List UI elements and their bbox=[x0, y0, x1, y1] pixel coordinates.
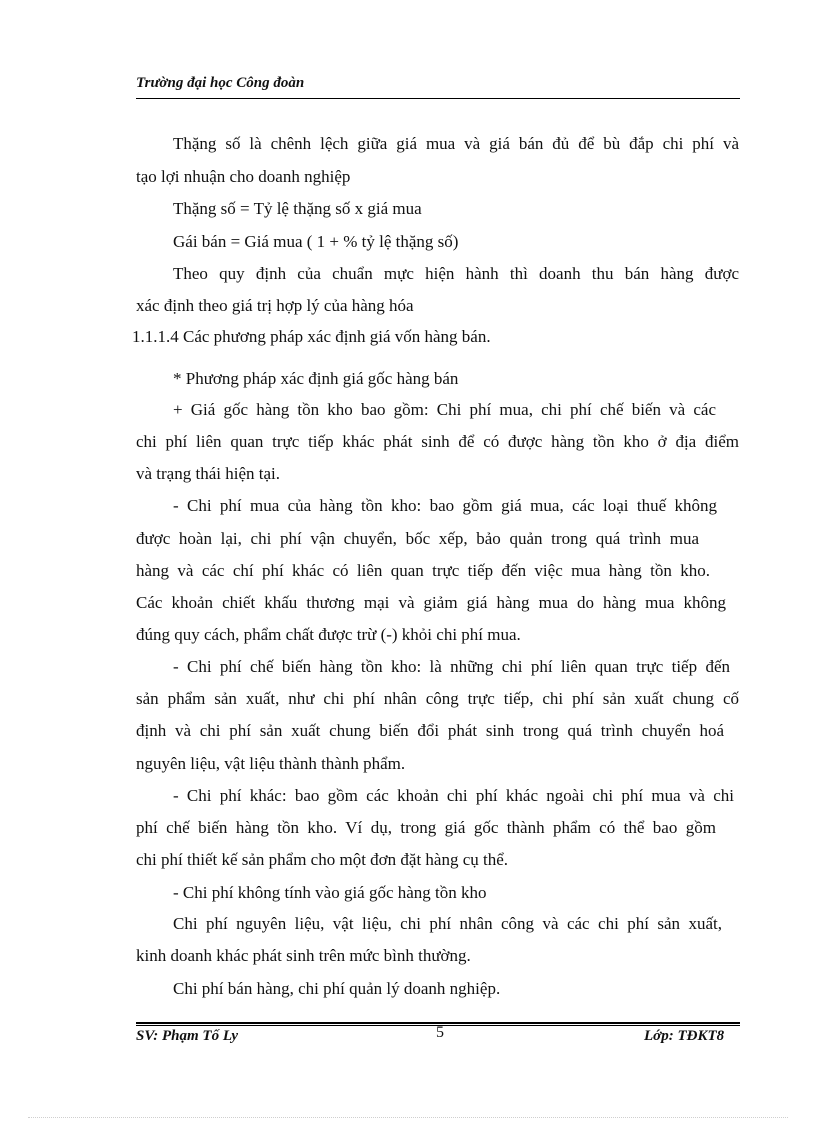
text-line: - Chi phí mua của hàng tồn kho: bao gồm giá mua, các loại thuế không bbox=[173, 496, 717, 515]
page-bottom-edge bbox=[28, 1117, 788, 1118]
text-line: hàng và các chí phí khác có liên quan trực tiếp đến việc mua hàng tồn kho. bbox=[136, 561, 710, 580]
text-line: * Phương pháp xác định giá gốc hàng bán bbox=[173, 369, 459, 388]
text-line: Theo quy định của chuẩn mực hiện hành thì doanh thu bán hàng được bbox=[173, 264, 739, 283]
text-line: định và chi phí sản xuất chung biến đổi phát sinh trong quá trình chuyển hoá bbox=[136, 721, 724, 740]
page-number: 5 bbox=[436, 1024, 444, 1041]
text-line: nguyên liệu, vật liệu thành thành phẩm. bbox=[136, 754, 406, 773]
text-line: - Chi phí không tính vào giá gốc hàng tồn kho bbox=[173, 883, 487, 902]
text-line: Chi phí nguyên liệu, vật liệu, chi phí nhân công và các chi phí sản xuất, bbox=[173, 914, 722, 933]
text-line: - Chi phí chế biến hàng tồn kho: là những chi phí liên quan trực tiếp đến bbox=[173, 657, 730, 676]
text-line: đúng quy cách, phẩm chất được trừ (-) khỏi chi phí mua. bbox=[136, 625, 521, 644]
page-header bbox=[136, 74, 740, 99]
section-heading: 1.1.1.4 Các phương pháp xác định giá vốn hàng bán. bbox=[132, 327, 491, 346]
text-line: sản phẩm sản xuất, như chi phí nhân công trực tiếp, chi phí sản xuất chung cố bbox=[136, 689, 739, 708]
text-line: Gái bán = Giá mua ( 1 + % tỷ lệ thặng số) bbox=[173, 232, 459, 251]
text-line: tạo lợi nhuận cho doanh nghiệp bbox=[136, 167, 351, 186]
text-line: Thặng số = Tỷ lệ thặng số x giá mua bbox=[173, 199, 422, 218]
text-line: kinh doanh khác phát sinh trên mức bình thường. bbox=[136, 946, 471, 965]
header-title: Trường đại học Công đoàn bbox=[136, 75, 305, 91]
text-line: Chi phí bán hàng, chi phí quản lý doanh nghiệp. bbox=[173, 979, 501, 998]
text-line: chi phí thiết kế sản phẩm cho một đơn đặt hàng cụ thể. bbox=[136, 850, 509, 869]
text-line: và trạng thái hiện tại. bbox=[136, 464, 280, 483]
text-line: được hoàn lại, chi phí vận chuyển, bốc xếp, bảo quản trong quá trình mua bbox=[136, 529, 699, 548]
footer-class: Lớp: TĐKT8 bbox=[644, 1028, 725, 1044]
text-line: Các khoản chiết khấu thương mại và giảm giá hàng mua do hàng mua không bbox=[136, 593, 726, 612]
text-line: chi phí liên quan trực tiếp khác phát sinh để có được hàng tồn kho ở địa điểm bbox=[136, 432, 739, 451]
footer-student: SV: Phạm Tố Ly bbox=[136, 1028, 239, 1044]
text-line: + Giá gốc hàng tồn kho bao gồm: Chi phí mua, chi phí chế biến và các bbox=[173, 400, 716, 419]
text-line: xác định theo giá trị hợp lý của hàng hóa bbox=[136, 296, 414, 315]
text-line: phí chế biến hàng tồn kho. Ví dụ, trong giá gốc thành phẩm có thể bao gồm bbox=[136, 818, 716, 837]
text-line: Thặng số là chênh lệch giữa giá mua và giá bán đủ để bù đắp chi phí và bbox=[173, 134, 739, 153]
text-line: - Chi phí khác: bao gồm các khoản chi phí khác ngoài chi phí mua và chi bbox=[173, 786, 734, 805]
